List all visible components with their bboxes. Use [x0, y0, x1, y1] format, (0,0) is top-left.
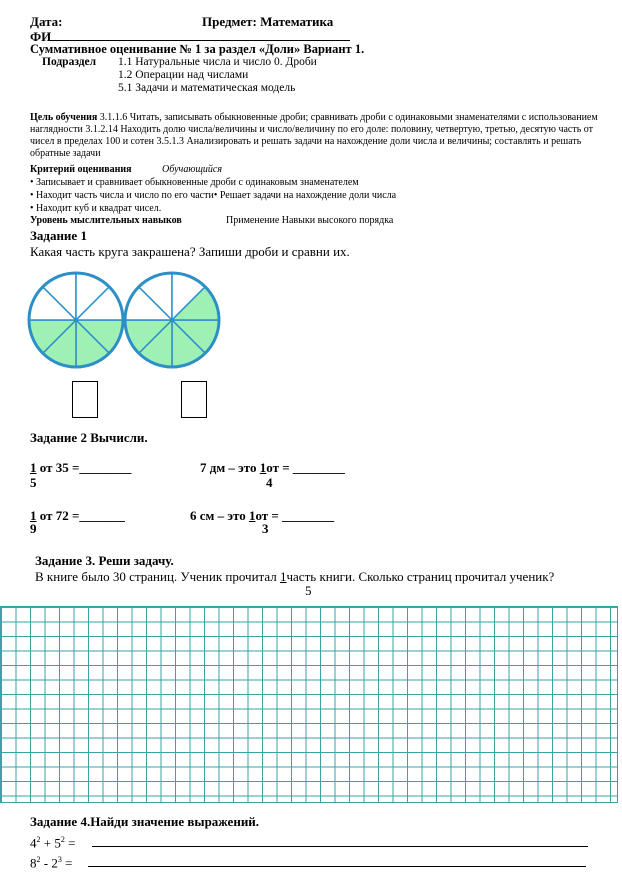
task2-item-text: от = ________	[266, 460, 345, 475]
task2-item-3	[30, 508, 125, 523]
task2-title: Задание 2 Вычисли.	[30, 430, 148, 445]
task4-expression-2	[30, 852, 72, 870]
task2-item-2	[200, 460, 345, 475]
task4-title: Задание 4.Найди значение выражений.	[30, 814, 260, 829]
task3-text-after: часть книги. Сколько страниц прочитал ученик?	[286, 569, 555, 584]
task2-item-text: от 72 =_______	[36, 508, 125, 523]
fraction-numerator: 1	[30, 508, 37, 523]
fraction-numerator: 1	[280, 569, 287, 584]
expr-base: 4	[30, 835, 37, 851]
thinking-label: Уровень мыслительных навыков	[30, 215, 182, 226]
answer-line-2[interactable]	[88, 866, 586, 867]
fraction-denominator: 3	[262, 521, 269, 536]
criteria-who: Обучающийся	[162, 164, 223, 175]
task2-item-1	[30, 460, 131, 475]
fraction-circle-1	[29, 273, 123, 367]
thinking-value: Применение Навыки высокого порядка	[226, 215, 394, 226]
task2-item-prefix: 6 см – это	[190, 508, 249, 523]
fraction-denominator: 5	[30, 475, 37, 490]
answer-line-1[interactable]	[92, 846, 588, 847]
task2-item-prefix: 7 дм – это	[200, 460, 260, 475]
subsection-item: 1.1 Натуральные числа и число 0. Дроби	[118, 56, 317, 68]
fraction-denominator: 5	[305, 583, 312, 598]
answer-box-2[interactable]	[181, 381, 207, 418]
subject-label: Предмет: Математика	[202, 14, 334, 29]
answer-grid[interactable]	[0, 606, 618, 803]
expr-base: 8	[30, 855, 37, 871]
learning-goals-text: 3.1.1.6 Читать, записывать обыкновенные дроби; сравнивать дроби с одинаковыми знаменателями с использованием наглядности 3.1.2.14 Находить долю числа/величины и число/величину по его доле: половину, четвертую, третью, десятую часть от чисел в пределах 100 и сотен 3.5.1.3 Анализировать и решать задачи на нахождение доли числа и величины; составлять и решать обратные задачи	[30, 112, 598, 159]
criteria-item: • Находит часть числа и число по его части• Решает задачи на нахождение доли числа	[30, 190, 397, 201]
fraction-numerator: 1	[248, 508, 256, 523]
fi-line[interactable]	[50, 40, 350, 41]
task3-title: Задание 3. Реши задачу.	[35, 553, 174, 568]
criteria-label: Критерий оценивания	[30, 164, 132, 175]
expr-power: 2	[36, 835, 41, 844]
expr-power: 2	[36, 855, 41, 864]
task3-text-before: В книге было 30 страниц. Ученик прочитал	[35, 569, 280, 584]
criteria-item: • Записывает и сравнивает обыкновенные дроби с одинаковым знаменателем	[30, 177, 359, 188]
task1-title: Задание 1	[30, 228, 87, 243]
expr-op: + 5	[40, 835, 61, 851]
task3-text	[35, 569, 554, 584]
task1-question: Какая часть круга закрашена? Запиши дроби и сравни их.	[30, 244, 350, 259]
expr-power: 3	[57, 855, 62, 864]
task2-item-text: от 35 =________	[36, 460, 132, 475]
fraction-circles	[27, 270, 223, 370]
learning-goals-label: Цель обучения	[30, 112, 98, 123]
expr-eq: =	[64, 835, 76, 851]
fraction-circle-2	[125, 273, 219, 367]
fraction-numerator: 1	[30, 460, 37, 475]
task4-expression-1	[30, 832, 75, 850]
task2-item-text: от = ________	[255, 508, 335, 523]
expr-op: - 2	[40, 855, 58, 871]
date-label: Дата:	[30, 14, 63, 29]
subsection-item: 5.1 Задачи и математическая модель	[118, 82, 296, 94]
fraction-denominator: 9	[30, 521, 37, 536]
expr-eq: =	[61, 855, 73, 871]
fi-label: ФИ	[30, 29, 52, 44]
fraction-numerator: 1	[259, 460, 267, 475]
assessment-title: Суммативное оценивание № 1 за раздел «Доли» Вариант 1.	[30, 42, 365, 56]
criteria-item: • Находит куб и квадрат чисел.	[30, 203, 162, 214]
learning-goals	[30, 112, 614, 160]
subsection-item: 1.2 Операции над числами	[118, 69, 249, 81]
subsection-label: Подраздел	[42, 56, 97, 68]
answer-box-1[interactable]	[72, 381, 98, 418]
fraction-denominator: 4	[266, 475, 273, 490]
expr-power: 2	[60, 835, 65, 844]
